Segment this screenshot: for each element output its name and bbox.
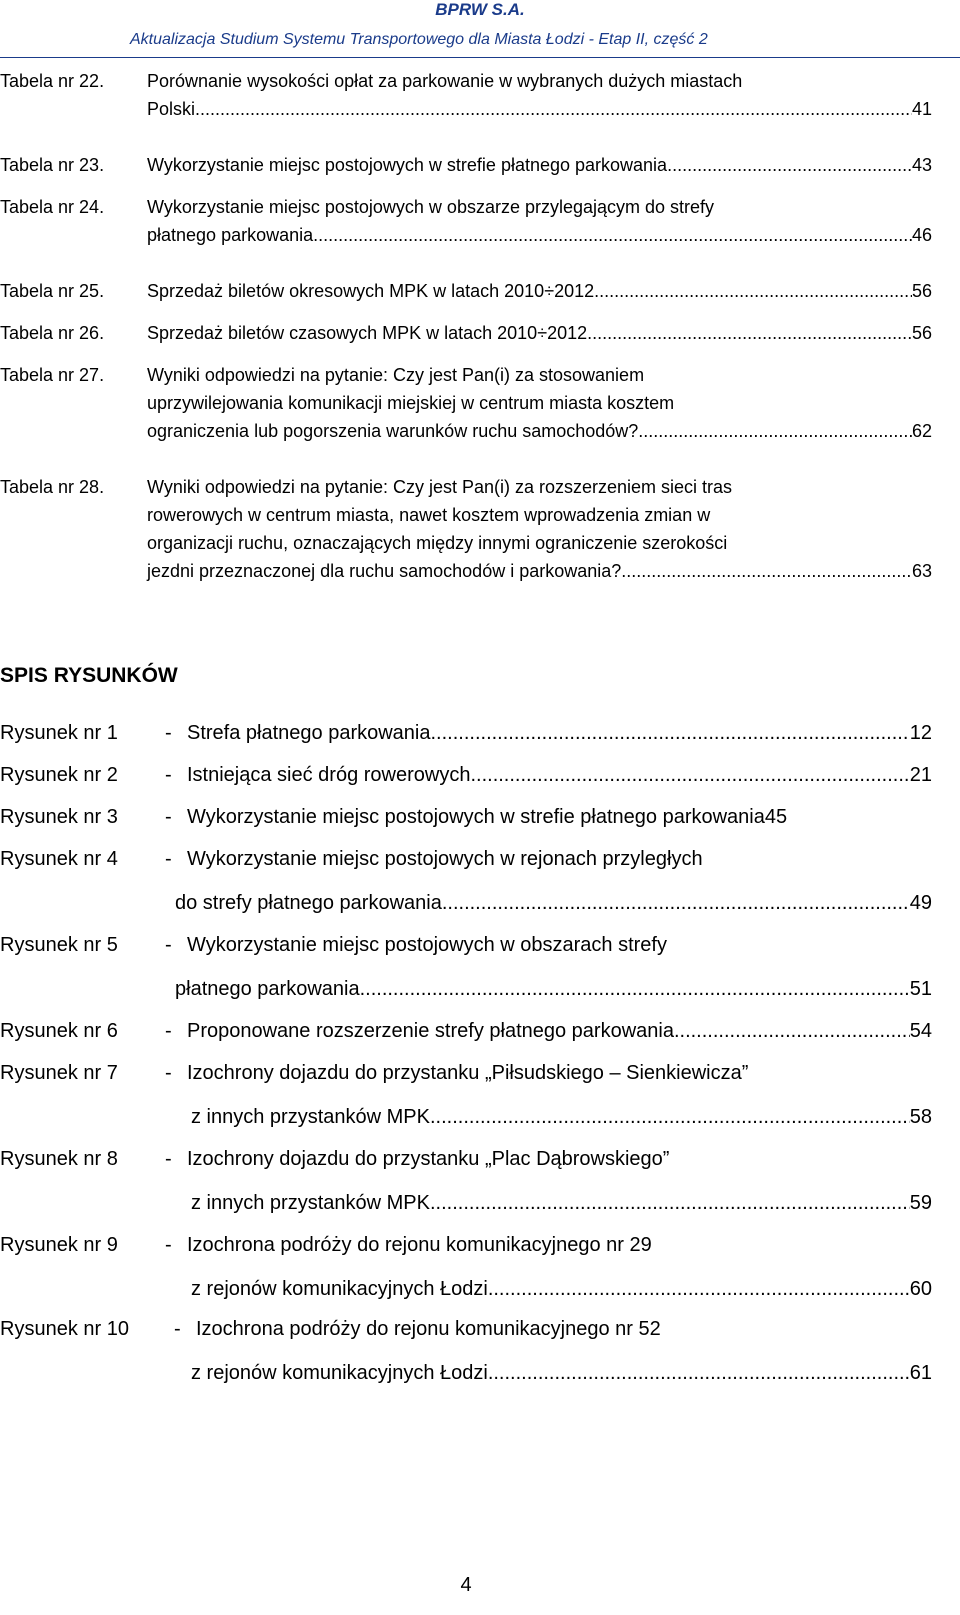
figure-entry[interactable]	[0, 1231, 932, 1303]
dot-leader	[594, 277, 912, 305]
dot-leader	[195, 95, 912, 123]
table-entry-title-line: Sprzedaż biletów okresowych MPK w latach 2010÷2012	[147, 281, 595, 301]
figure-entry-title: Wykorzystanie miejsc postojowych w obszarach strefy	[187, 934, 667, 956]
table-entry-label: Tabela nr 25.	[0, 281, 105, 301]
table-entry-page: 56	[911, 323, 932, 343]
dot-leader	[470, 761, 909, 789]
dot-leader	[431, 719, 910, 747]
figure-entry-dash: -	[165, 848, 172, 870]
dot-leader	[587, 319, 912, 347]
figure-entry[interactable]	[0, 803, 932, 831]
table-entry-label: Tabela nr 28.	[0, 477, 105, 497]
dot-leader	[667, 151, 912, 179]
table-entry-label: Tabela nr 23.	[0, 155, 105, 175]
table-entry-title-line: uprzywilejowania komunikacji miejskiej w centrum miasta kosztem	[147, 393, 675, 413]
figure-entry-page: 21	[909, 764, 932, 786]
table-entry-title-line: Sprzedaż biletów czasowych MPK w latach 2010÷2012	[147, 323, 588, 343]
figure-entry-title-continued: z rejonów komunikacyjnych Łodzi	[191, 1278, 488, 1300]
table-entry-label: Tabela nr 22.	[0, 71, 105, 91]
dot-leader	[488, 1275, 910, 1303]
table-entry-title	[147, 361, 932, 445]
table-entry-page: 46	[911, 225, 932, 245]
figure-entry[interactable]	[0, 1059, 932, 1131]
figure-entry-title-continued: do strefy płatnego parkowania	[175, 892, 442, 914]
table-entry-title-line: ograniczenia lub pogorszenia warunków ruchu samochodów?	[147, 421, 639, 441]
figure-entry-dash: -	[165, 1148, 172, 1170]
table-entry-title-line: Porównanie wysokości opłat za parkowanie w wybranych dużych miastach	[147, 71, 743, 91]
dot-leader	[638, 417, 912, 445]
figure-entry-page: 59	[909, 1192, 932, 1214]
table-entry-title	[147, 151, 932, 179]
figure-entry[interactable]	[0, 1017, 932, 1045]
table-entry-page: 63	[911, 561, 932, 581]
figure-entry-title: Wykorzystanie miejsc postojowych w strefie płatnego parkowania	[187, 806, 765, 828]
figure-entry-label: Rysunek nr 8	[0, 1148, 118, 1170]
table-entry-label: Tabela nr 27.	[0, 365, 105, 385]
figure-entry-dash: -	[174, 1318, 181, 1340]
document-subtitle: Aktualizacja Studium Systemu Transportowego dla Miasta Łodzi - Etap II, część 2	[130, 31, 708, 48]
figure-entry-label: Rysunek nr 3	[0, 806, 118, 828]
figure-entry-title: Izochrony dojazdu do przystanku „Plac Dąbrowskiego”	[187, 1148, 670, 1170]
table-entry-page: 62	[911, 421, 932, 441]
table-entry-title-line: Wyniki odpowiedzi na pytanie: Czy jest Pan(i) za stosowaniem	[147, 365, 645, 385]
table-entry-title	[147, 473, 932, 585]
figure-entry-label: Rysunek nr 10	[0, 1318, 129, 1340]
figure-entry-dash: -	[165, 934, 172, 956]
figure-entry-title-continued: z rejonów komunikacyjnych Łodzi	[191, 1362, 488, 1384]
dot-leader	[621, 557, 912, 585]
table-entry-label: Tabela nr 26.	[0, 323, 105, 343]
figure-entry-label: Rysunek nr 7	[0, 1062, 118, 1084]
dot-leader	[430, 1189, 910, 1217]
dot-leader	[488, 1359, 910, 1387]
figure-entry-page: 61	[909, 1362, 932, 1384]
figure-entry-label: Rysunek nr 2	[0, 764, 118, 786]
figure-entry-page: 51	[909, 978, 932, 1000]
figure-entry-title: Izochrony dojazdu do przystanku „Piłsudskiego – Sienkiewicza”	[187, 1062, 749, 1084]
table-entry-title-line: Wykorzystanie miejsc postojowych w obszarze przylegającym do strefy	[147, 197, 715, 217]
figure-entry-page: 54	[909, 1020, 932, 1042]
figure-entry-title: Izochrona podróży do rejonu komunikacyjnego nr 52	[196, 1318, 661, 1340]
figure-entry-dash: -	[165, 1020, 172, 1042]
figure-entry-label: Rysunek nr 4	[0, 848, 118, 870]
table-entry-title-line: Polski	[147, 99, 196, 119]
page-number: 4	[460, 1574, 472, 1596]
table-entry-title	[147, 67, 932, 123]
table-entry-title-line: jezdni przeznaczonej dla ruchu samochodów i parkowania?	[147, 561, 622, 581]
table-entry-label: Tabela nr 24.	[0, 197, 105, 217]
figure-entry[interactable]	[0, 1315, 932, 1387]
table-entry-title	[147, 193, 932, 249]
dot-leader	[442, 889, 910, 917]
table-entry-page: 56	[911, 281, 932, 301]
figure-entry-title: Wykorzystanie miejsc postojowych w rejonach przyległych	[187, 848, 703, 870]
table-entry-title	[147, 319, 932, 347]
figure-entry-page: 49	[909, 892, 932, 914]
table-entry-title-line: płatnego parkowania	[147, 225, 314, 245]
table-entry-page: 43	[911, 155, 932, 175]
figure-entry-page: 60	[909, 1278, 932, 1300]
dot-leader	[674, 1017, 910, 1045]
figure-entry-title-continued: płatnego parkowania	[175, 978, 360, 1000]
figure-entry-label: Rysunek nr 5	[0, 934, 118, 956]
figure-entry-title: Strefa płatnego parkowania	[187, 722, 431, 744]
figure-entry-title: Izochrona podróży do rejonu komunikacyjnego nr 29	[187, 1234, 652, 1256]
figure-entry-page: 45	[764, 806, 788, 828]
figure-entry-label: Rysunek nr 6	[0, 1020, 118, 1042]
dot-leader	[430, 1103, 910, 1131]
table-entry-page: 41	[911, 99, 932, 119]
figure-entry-page: 58	[909, 1106, 932, 1128]
figure-entry[interactable]	[0, 931, 932, 1003]
figure-entry-dash: -	[165, 722, 172, 744]
figure-entry[interactable]	[0, 845, 932, 917]
figure-entry-page: 12	[909, 722, 932, 744]
figure-entry-dash: -	[165, 1062, 172, 1084]
figure-entry[interactable]	[0, 1145, 932, 1217]
table-entry-title-line: organizacji ruchu, oznaczających między innymi ograniczenie szerokości	[147, 533, 728, 553]
dot-leader	[313, 221, 912, 249]
figure-entry-dash: -	[165, 1234, 172, 1256]
figure-entry-label: Rysunek nr 1	[0, 722, 118, 744]
figure-entry-dash: -	[165, 806, 172, 828]
figure-entry-label: Rysunek nr 9	[0, 1234, 118, 1256]
table-entry-title-line: rowerowych w centrum miasta, nawet kosztem wprowadzenia zmian w	[147, 505, 711, 525]
table-entry-title-line: Wykorzystanie miejsc postojowych w strefie płatnego parkowania	[147, 155, 668, 175]
table-entry-title-line: Wyniki odpowiedzi na pytanie: Czy jest Pan(i) za rozszerzeniem sieci tras	[147, 477, 733, 497]
table-entry-title	[147, 277, 932, 305]
dot-leader	[360, 975, 910, 1003]
header-divider	[0, 57, 960, 58]
company-name: BPRW S.A.	[435, 0, 525, 19]
figure-entry-dash: -	[165, 764, 172, 786]
figure-entry[interactable]	[0, 719, 932, 747]
figures-section-title: SPIS RYSUNKÓW	[0, 664, 178, 687]
figure-entry-title-continued: z innych przystanków MPK	[191, 1192, 430, 1214]
figure-entry-title-continued: z innych przystanków MPK	[191, 1106, 430, 1128]
figure-entry-title: Proponowane rozszerzenie strefy płatnego parkowania	[187, 1020, 674, 1042]
figure-entry[interactable]	[0, 761, 932, 789]
figure-entry-title: Istniejąca sieć dróg rowerowych	[187, 764, 471, 786]
